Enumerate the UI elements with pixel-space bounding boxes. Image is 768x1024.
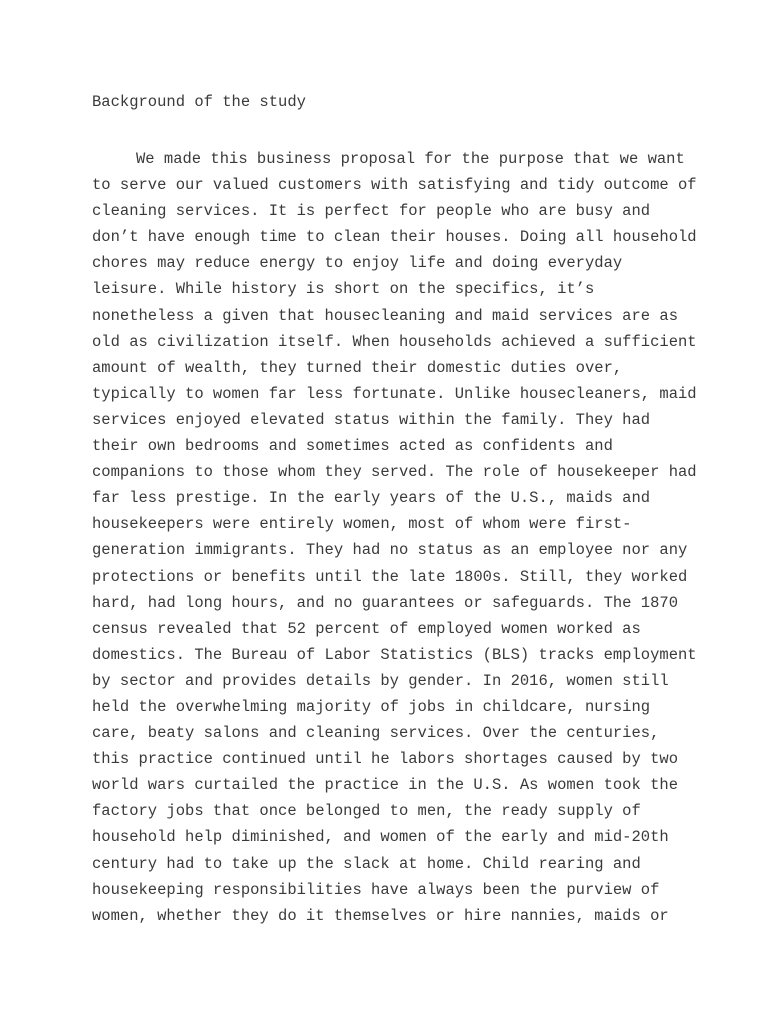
paragraph-line: care, beaty salons and cleaning services. Over the centuries, (92, 724, 660, 743)
paragraph-line: far less prestige. In the early years of the U.S., maids and (92, 489, 651, 508)
paragraph-line: factory jobs that once belonged to men, the ready supply of (92, 802, 641, 821)
paragraph-line: hard, had long hours, and no guarantees or safeguards. The 1870 (92, 593, 678, 612)
paragraph-line: services enjoyed elevated status within the family. They had (92, 410, 651, 429)
paragraph-line: nonetheless a given that housecleaning and maid services are as (92, 306, 678, 325)
paragraph-line: to serve our valued customers with satisfying and tidy outcome of (92, 176, 697, 195)
paragraph-line: women, whether they do it themselves or hire nannies, maids or (92, 906, 669, 925)
paragraph-line: amount of wealth, they turned their domestic duties over, (92, 358, 623, 377)
paragraph-line: housekeepers were entirely women, most of whom were first- (92, 515, 632, 534)
paragraph-line: by sector and provides details by gender. In 2016, women still (92, 671, 669, 690)
paragraph-line: held the overwhelming majority of jobs in childcare, nursing (92, 697, 651, 716)
paragraph-line: their own bedrooms and sometimes acted as confidents and (92, 437, 613, 456)
paragraph-line: typically to women far less fortunate. Unlike housecleaners, maid (92, 384, 697, 403)
paragraph-line: generation immigrants. They had no status as an employee nor any (92, 541, 688, 560)
paragraph-line: old as civilization itself. When households achieved a sufficient (92, 332, 697, 351)
paragraph-line: century had to take up the slack at home. Child rearing and (92, 854, 641, 873)
paragraph-line: leisure. While history is short on the specifics, it’s (92, 280, 595, 299)
body-paragraph (92, 146, 697, 929)
paragraph-line: world wars curtailed the practice in the U.S. As women took the (92, 776, 678, 795)
paragraph-line: domestics. The Bureau of Labor Statistics (BLS) tracks employment (92, 645, 697, 664)
section-heading: Background of the study (92, 93, 306, 111)
paragraph-line: household help diminished, and women of the early and mid-20th (92, 828, 669, 847)
paragraph-line: companions to those whom they served. The role of housekeeper had (92, 463, 697, 482)
paragraph-line: We made this business proposal for the purpose that we want (136, 150, 685, 168)
paragraph-line: don’t have enough time to clean their houses. Doing all household (92, 228, 697, 247)
paragraph-line: housekeeping responsibilities have always been the purview of (92, 880, 660, 899)
paragraph-line: this practice continued until he labors shortages caused by two (92, 750, 678, 769)
paragraph-line: census revealed that 52 percent of employed women worked as (92, 619, 641, 638)
paragraph-line: protections or benefits until the late 1800s. Still, they worked (92, 567, 688, 586)
paragraph-line: cleaning services. It is perfect for people who are busy and (92, 202, 651, 221)
paragraph-line: chores may reduce energy to enjoy life and doing everyday (92, 254, 623, 273)
